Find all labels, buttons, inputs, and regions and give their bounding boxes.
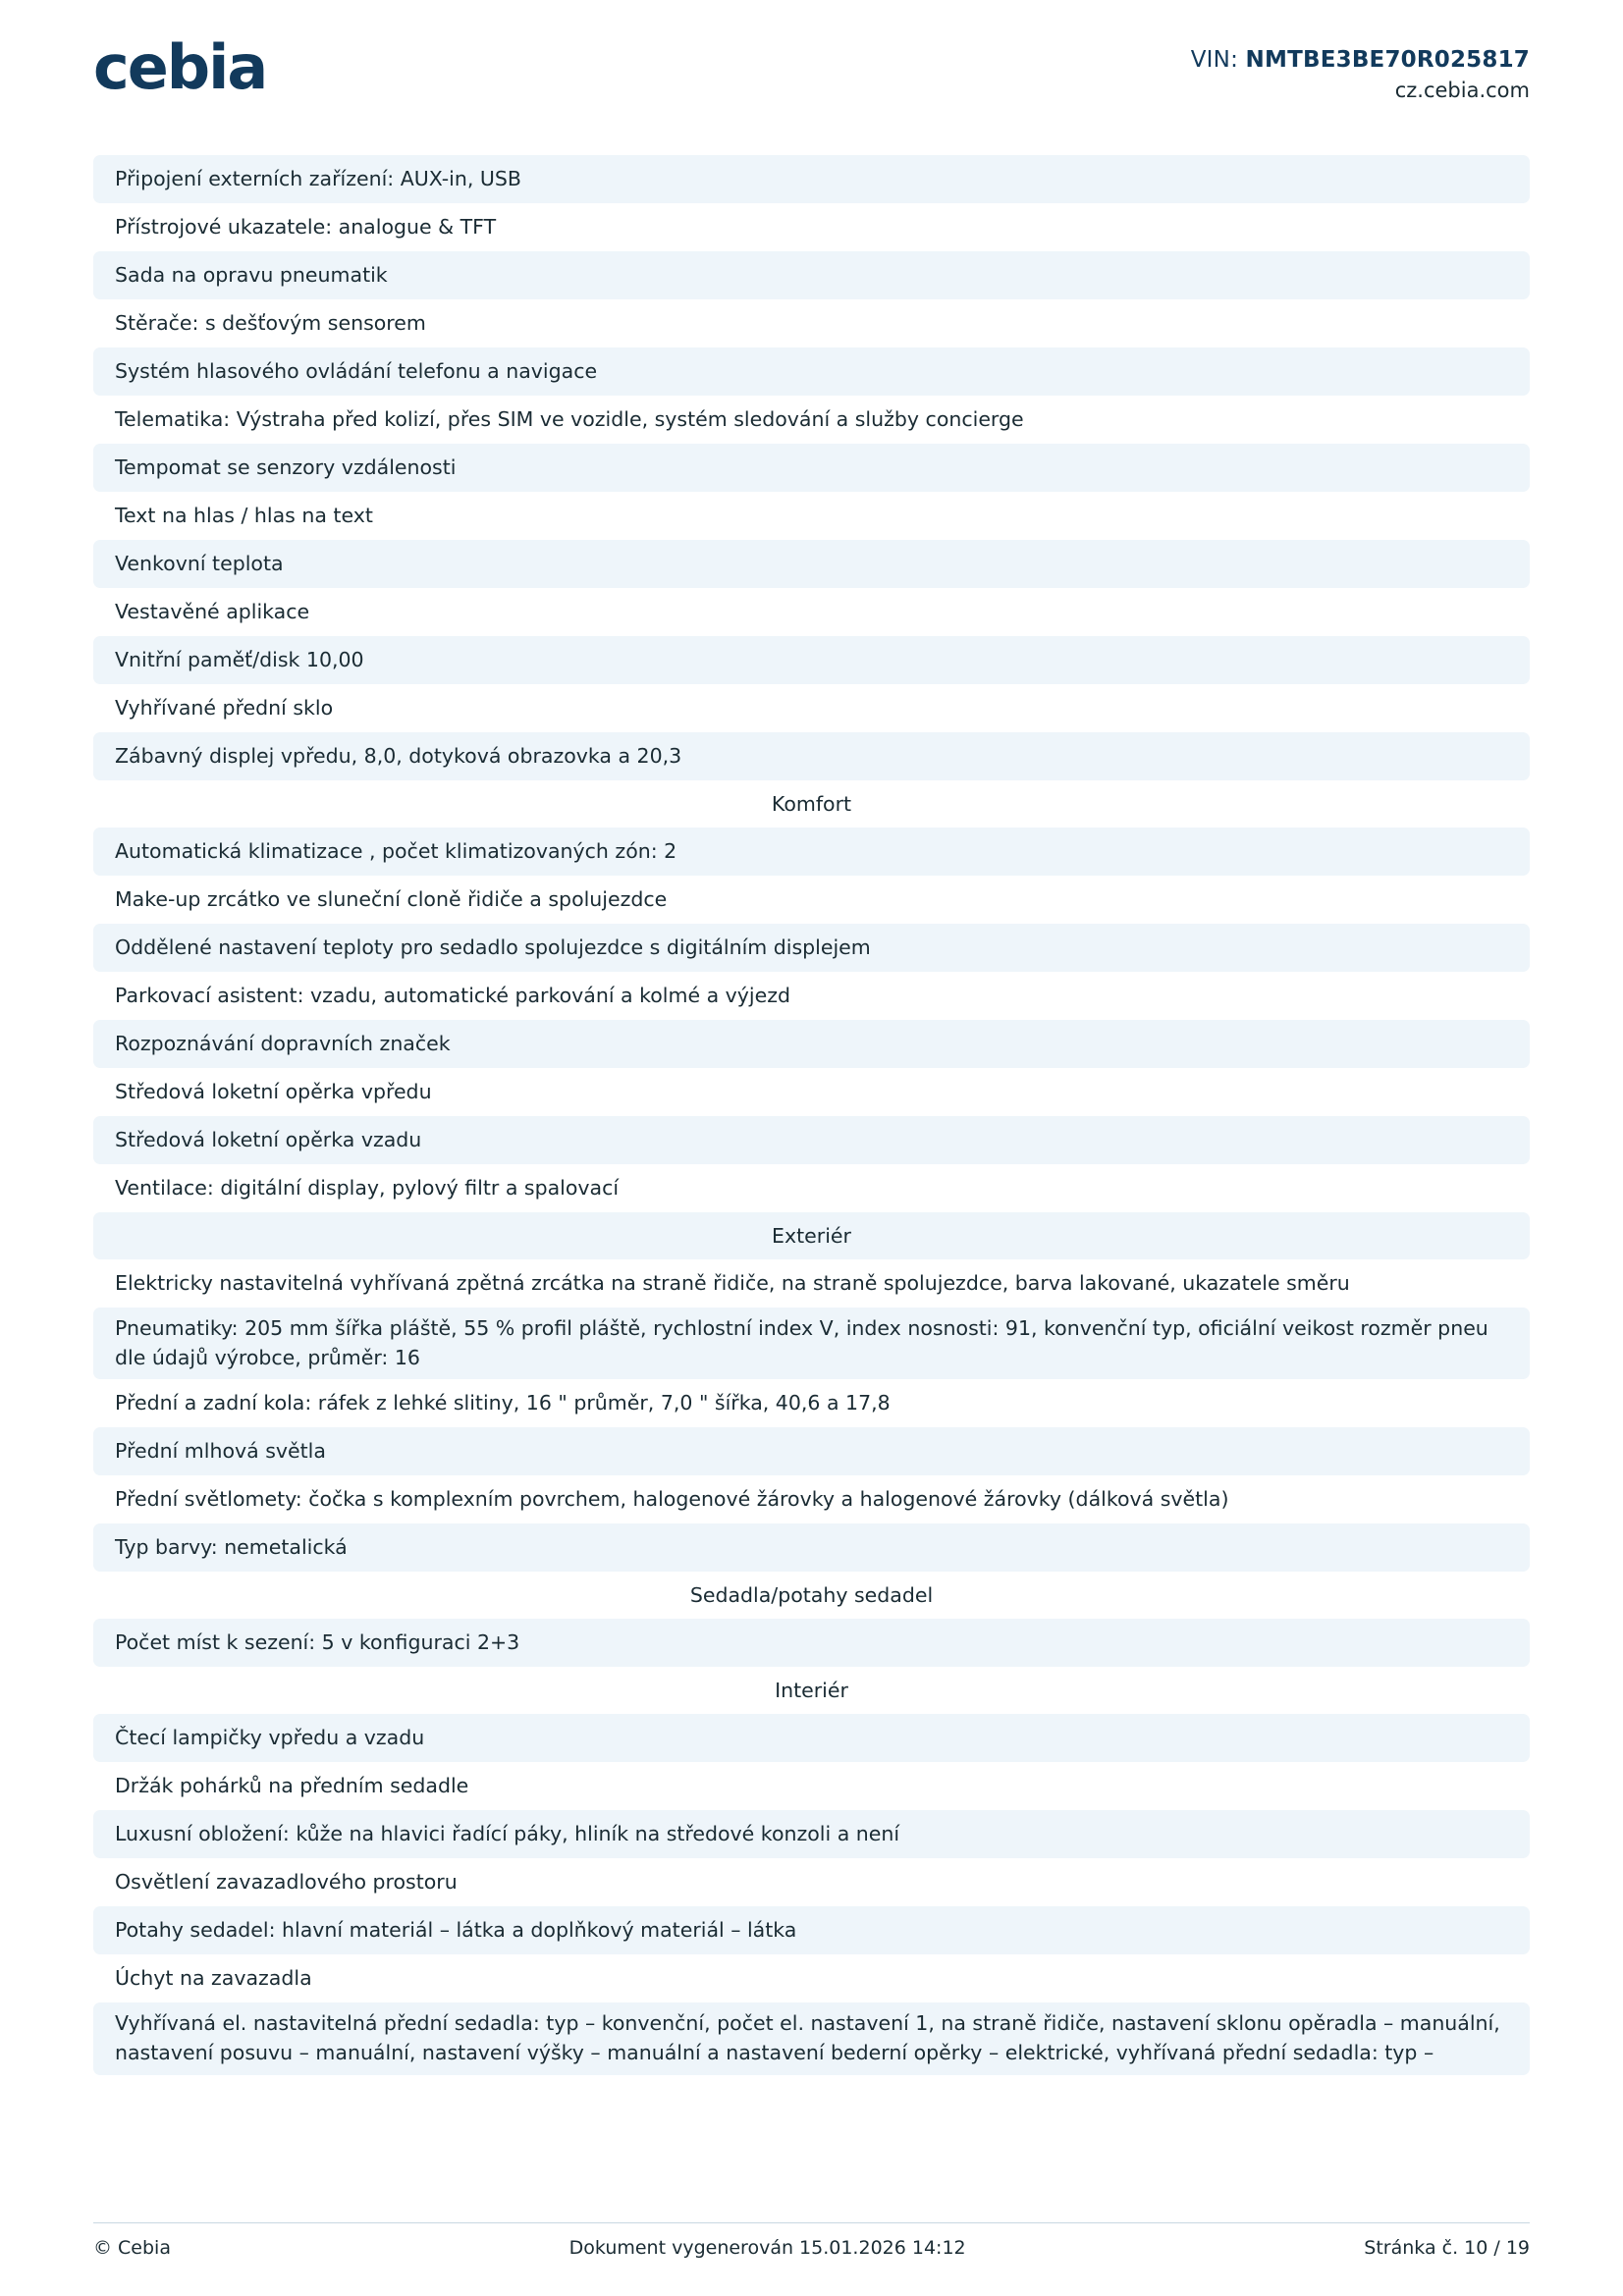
list-item: Přední mlhová světla	[93, 1427, 1530, 1475]
list-item: Rozpoznávání dopravních značek	[93, 1020, 1530, 1068]
list-item: Automatická klimatizace , počet klimatizovaných zón: 2	[93, 828, 1530, 876]
equipment-list	[93, 155, 1530, 2075]
list-item: Středová loketní opěrka vzadu	[93, 1116, 1530, 1164]
list-item: Make-up zrcátko ve sluneční cloně řidiče a spolujezdce	[93, 876, 1530, 924]
list-item: Parkovací asistent: vzadu, automatické parkování a kolmé a výjezd	[93, 972, 1530, 1020]
list-item: Počet míst k sezení: 5 v konfiguraci 2+3	[93, 1619, 1530, 1667]
vin-line	[1191, 47, 1530, 73]
section-heading: Sedadla/potahy sedadel	[93, 1572, 1530, 1619]
page-footer	[93, 2222, 1530, 2259]
list-item: Tempomat se senzory vzdálenosti	[93, 444, 1530, 492]
list-item: Stěrače: s dešťovým sensorem	[93, 299, 1530, 347]
list-item: Čtecí lampičky vpředu a vzadu	[93, 1714, 1530, 1762]
list-item: Připojení externích zařízení: AUX-in, USB	[93, 155, 1530, 203]
list-item: Sada na opravu pneumatik	[93, 251, 1530, 299]
header-right	[1191, 29, 1530, 102]
list-item: Vyhřívané přední sklo	[93, 684, 1530, 732]
vin-value: NMTBE3BE70R025817	[1245, 47, 1530, 73]
list-item: Potahy sedadel: hlavní materiál – látka a doplňkový materiál – látka	[93, 1906, 1530, 1954]
list-item: Text na hlas / hlas na text	[93, 492, 1530, 540]
list-item: Typ barvy: nemetalická	[93, 1523, 1530, 1572]
list-item: Vnitřní paměť/disk 10,00	[93, 636, 1530, 684]
list-item: Systém hlasového ovládání telefonu a navigace	[93, 347, 1530, 396]
footer-generated: Dokument vygenerován 15.01.2026 14:12	[568, 2237, 966, 2259]
section-heading: Komfort	[93, 780, 1530, 828]
list-item: Oddělené nastavení teploty pro sedadlo spolujezdce s digitálním displejem	[93, 924, 1530, 972]
list-item: Ventilace: digitální display, pylový filtr a spalovací	[93, 1164, 1530, 1212]
website-url: cz.cebia.com	[1394, 79, 1530, 102]
list-item: Držák pohárků na předním sedadle	[93, 1762, 1530, 1810]
list-item: Vyhřívaná el. nastavitelná přední sedadla: typ – konvenční, počet el. nastavení 1, na straně řidiče, nastavení sklonu opěradla – manuální, nastavení posuvu – manuální, nastavení výšky – manuální a nastavení bederní opěrky – elektrické, vyhřívaná přední sedadla: typ –	[93, 2002, 1530, 2074]
vin-label: VIN:	[1190, 47, 1246, 73]
list-item: Vestavěné aplikace	[93, 588, 1530, 636]
section-heading: Exteriér	[93, 1212, 1530, 1259]
list-item: Luxusní obložení: kůže na hlavici řadící páky, hliník na středové konzoli a není	[93, 1810, 1530, 1858]
list-item: Středová loketní opěrka vpředu	[93, 1068, 1530, 1116]
list-item: Pneumatiky: 205 mm šířka pláště, 55 % profil pláště, rychlostní index V, index nosnosti: 91, konvenční typ, oficiální veikost rozměr pneu dle údajů výrobce, průměr: 16	[93, 1308, 1530, 1379]
list-item: Přední světlomety: čočka s komplexním povrchem, halogenové žárovky a halogenové žárovky (dálková světla)	[93, 1475, 1530, 1523]
list-item: Telematika: Výstraha před kolizí, přes SIM ve vozidle, systém sledování a služby concierge	[93, 396, 1530, 444]
list-item: Přední a zadní kola: ráfek z lehké slitiny, 16 " průměr, 7,0 " šířka, 40,6 a 17,8	[93, 1379, 1530, 1427]
list-item: Venkovní teplota	[93, 540, 1530, 588]
logo-text: cebia	[93, 31, 267, 103]
list-item: Přístrojové ukazatele: analogue & TFT	[93, 203, 1530, 251]
footer-page-number: Stránka č. 10 / 19	[1364, 2237, 1530, 2259]
page-header	[93, 29, 1530, 137]
list-item: Úchyt na zavazadla	[93, 1954, 1530, 2002]
cebia-logo	[93, 31, 267, 103]
list-item: Zábavný displej vpředu, 8,0, dotyková obrazovka a 20,3	[93, 732, 1530, 780]
list-item: Elektricky nastavitelná vyhřívaná zpětná zrcátka na straně řidiče, na straně spolujezdce, barva lakované, ukazatele směru	[93, 1259, 1530, 1308]
footer-copyright: © Cebia	[93, 2237, 171, 2259]
list-item: Osvětlení zavazadlového prostoru	[93, 1858, 1530, 1906]
section-heading: Interiér	[93, 1667, 1530, 1714]
